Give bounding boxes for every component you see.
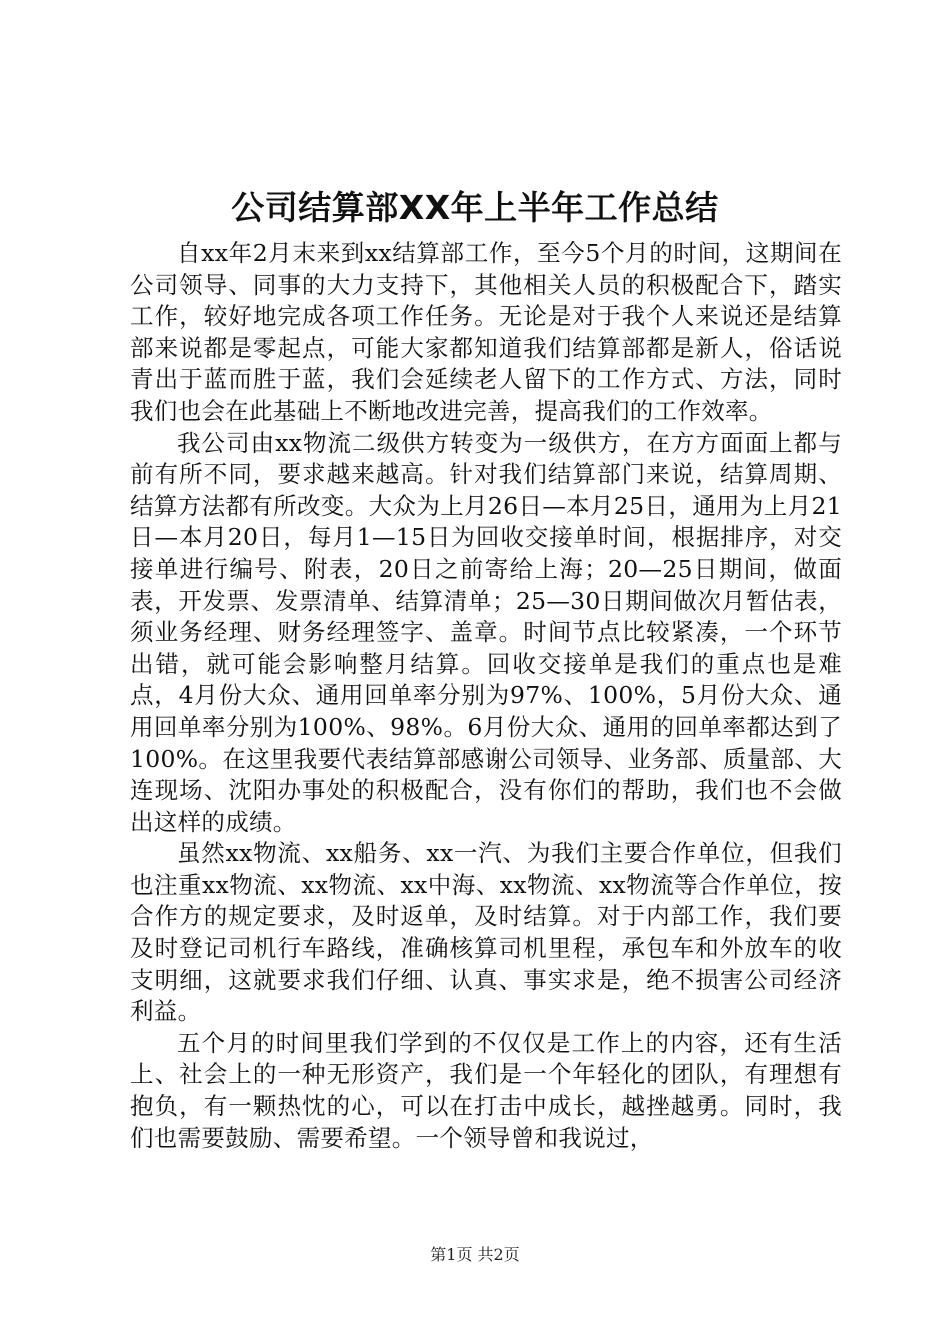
document-body [130,238,842,1154]
paragraph-4: 五个月的时间里我们学到的不仅仅是工作上的内容，还有生活上、社会上的一种无形资产，我们是一个年轻化的团队，有理想有抱负，有一颗热忱的心，可以在打击中成长，越挫越勇。同时，我们也需要鼓励、需要希望。一个领导曾和我说过， [130,1028,842,1152]
page-footer: 第1页 共2页 [430,1245,520,1264]
paragraph-1: 自xx年2月末来到xx结算部工作，至今5个月的时间，这期间在公司领导、同事的大力支持下，其他相关人员的积极配合下，踏实工作，较好地完成各项工作任务。无论是对于我个人来说还是结算部来说都是零起点，可能大家都知道我们结算部都是新人，俗话说青出于蓝而胜于蓝，我们会延续老人留下的工作方式、方法，同时我们也会在此基础上不断地改进完善，提高我们的工作效率。 [130,239,842,425]
document-title: 公司结算部XX年上半年工作总结 [231,188,719,227]
paragraph-3: 虽然xx物流、xx船务、xx一汽、为我们主要合作单位，但我们也注重xx物流、xx物流、xx中海、xx物流、xx物流等合作单位，按合作方的规定要求，及时返单，及时结算。对于内部工作，我们要及时登记司机行车路线，准确核算司机里程，承包车和外放车的收支明细，这就要求我们仔细、认真、事实求是，绝不损害公司经济利益。 [130,839,842,1026]
paragraph-2: 我公司由xx物流二级供方转变为一级供方，在方方面面上都与前有所不同，要求越来越高。针对我们结算部门来说，结算周期、结算方法都有所改变。大众为上月26日—本月25日，通用为上月21日—本月20日，每月1—15日为回收交接单时间，根据排序，对交接单进行编号、附表，20日之前寄给上海；20—25日期间，做面表，开发票、发票清单、结算清单；25—30日期间做次月暂估表，须业务经理、财务经理签字、盖章。时间节点比较紧凑，一个环节出错，就可能会影响整月结算。回收交接单是我们的重点也是难点，4月份大众、通用回单率分别为97%、100%，5月份大众、通用回单率分别为100%、98%。6月份大众、通用的回单率都达到了100%。在这里我要代表结算部感谢公司领导、业务部、质量部、大连现场、沈阳办事处的积极配合，没有你们的帮助，我们也不会做出这样的成绩。 [130,428,842,836]
